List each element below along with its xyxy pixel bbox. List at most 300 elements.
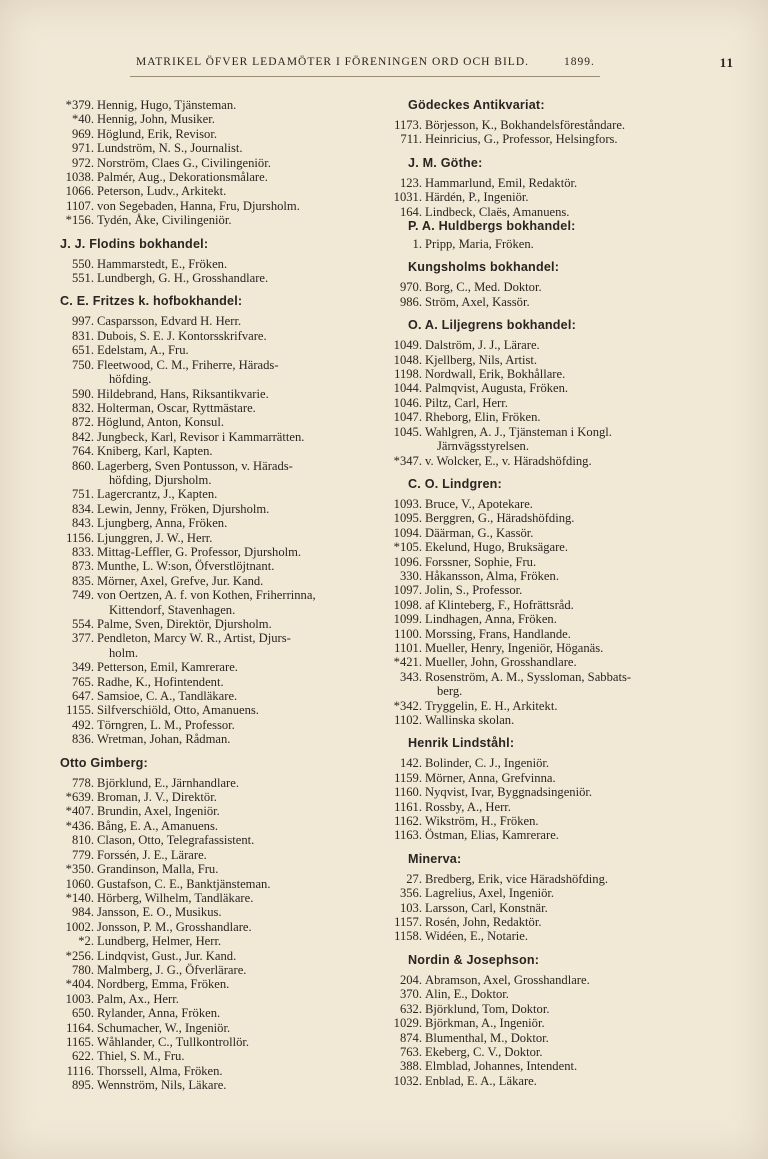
member-name: Brundin, Axel, Ingeniör. bbox=[97, 804, 220, 819]
member-name: Törngren, L. M., Professor. bbox=[97, 717, 235, 732]
member-name: Tydén, Åke, Civilingeniör. bbox=[97, 213, 232, 228]
member-name: Kjellberg, Nils, Artist. bbox=[425, 352, 538, 367]
header-rule bbox=[130, 76, 600, 77]
member-entry bbox=[56, 545, 374, 559]
member-name: Enblad, E. A., Läkare. bbox=[425, 1073, 537, 1088]
member-entry bbox=[56, 271, 374, 285]
member-number: *40. bbox=[71, 112, 94, 127]
member-number: 123. bbox=[399, 175, 422, 190]
member-entry bbox=[384, 569, 714, 583]
member-number: *256. bbox=[65, 948, 94, 963]
member-entry bbox=[56, 963, 374, 977]
right-column bbox=[384, 98, 714, 1088]
member-entry-continuation: berg. bbox=[437, 684, 463, 699]
member-number: 1159. bbox=[394, 770, 422, 785]
member-number: *350. bbox=[65, 862, 94, 877]
member-number: 1163. bbox=[394, 828, 422, 843]
member-entry-continuation: Järnvägsstyrelsen. bbox=[437, 439, 529, 454]
member-entry bbox=[56, 213, 374, 227]
member-entry bbox=[56, 631, 374, 645]
member-entry bbox=[384, 497, 714, 511]
member-name: Fleetwood, C. M., Friherre, Härads- bbox=[97, 357, 279, 372]
member-number: 1003. bbox=[65, 991, 94, 1006]
member-number: 1155. bbox=[66, 703, 94, 718]
member-name: Höglund, Anton, Konsul. bbox=[97, 415, 224, 430]
member-number: 860. bbox=[71, 458, 94, 473]
member-entry bbox=[56, 112, 374, 126]
member-entry bbox=[384, 237, 714, 251]
member-entry bbox=[384, 800, 714, 814]
member-number: 164. bbox=[399, 204, 422, 219]
member-entry bbox=[384, 814, 714, 828]
member-name: Härdén, P., Ingeniör. bbox=[425, 190, 529, 205]
member-name: Lagercrantz, J., Kapten. bbox=[97, 487, 218, 502]
member-name: Hörberg, Wilhelm, Tandläkare. bbox=[97, 890, 254, 905]
member-name: Norström, Claes G., Civilingeniör. bbox=[97, 155, 271, 170]
member-entry bbox=[56, 314, 374, 328]
member-number: *2. bbox=[78, 934, 94, 949]
bookshop-heading: J. M. Göthe: bbox=[408, 155, 483, 170]
member-number: 970. bbox=[399, 280, 422, 295]
member-name: Silfverschiöld, Otto, Amanuens. bbox=[97, 703, 259, 718]
member-entry bbox=[56, 949, 374, 963]
member-number: 1002. bbox=[65, 919, 94, 934]
member-number: 764. bbox=[71, 444, 94, 459]
member-name: Hammarlund, Emil, Redaktör. bbox=[425, 175, 578, 190]
member-entry bbox=[384, 655, 714, 669]
member-name: Höglund, Erik, Revisor. bbox=[97, 126, 217, 141]
member-name: Björklund, Tom, Doktor. bbox=[425, 1001, 550, 1016]
member-name: Mueller, Henry, Ingeniör, Höganäs. bbox=[425, 640, 604, 655]
member-entry bbox=[384, 190, 714, 204]
member-name: Holterman, Oscar, Ryttmästare. bbox=[97, 400, 256, 415]
member-entry bbox=[56, 459, 374, 473]
member-entry bbox=[384, 713, 714, 727]
member-number: 650. bbox=[71, 1006, 94, 1021]
member-number: 1060. bbox=[65, 876, 94, 891]
running-header bbox=[50, 56, 740, 76]
member-entry bbox=[56, 516, 374, 530]
member-number: 1038. bbox=[65, 170, 94, 185]
member-name: Forssner, Sophie, Fru. bbox=[425, 554, 537, 569]
member-number: 1095. bbox=[393, 511, 422, 526]
member-number: 1198. bbox=[394, 367, 422, 382]
bookshop-heading: Otto Gimberg: bbox=[60, 755, 148, 770]
member-entry bbox=[384, 886, 714, 900]
member-entry bbox=[384, 598, 714, 612]
member-number: 1099. bbox=[393, 612, 422, 627]
member-number: 492. bbox=[71, 717, 94, 732]
member-entry bbox=[56, 170, 374, 184]
member-name: Jolin, S., Professor. bbox=[425, 583, 523, 598]
member-number: *156. bbox=[65, 213, 94, 228]
bookshop-heading: P. A. Huldbergs bokhandel: bbox=[408, 219, 576, 234]
member-entry bbox=[56, 891, 374, 905]
member-entry-continuation: höfding, Djursholm. bbox=[109, 472, 212, 487]
member-name: Ljungberg, Anna, Fröken. bbox=[97, 516, 228, 531]
member-number: 103. bbox=[399, 900, 422, 915]
member-entry bbox=[384, 118, 714, 132]
member-name: Morssing, Frans, Handlande. bbox=[425, 626, 571, 641]
member-number: 751. bbox=[71, 487, 94, 502]
member-name: Rosenström, A. M., Syssloman, Sabbats- bbox=[425, 669, 632, 684]
header-title: MATRIKEL ÖFVER LEDAMÖTER I FÖRENINGEN ORD OCH BILD. bbox=[136, 56, 530, 68]
member-entry bbox=[56, 1035, 374, 1049]
member-number: 590. bbox=[71, 386, 94, 401]
member-name: Lagrelius, Axel, Ingeniör. bbox=[425, 886, 555, 901]
member-number: 388. bbox=[399, 1059, 422, 1074]
member-number: 204. bbox=[399, 972, 422, 987]
member-entry bbox=[384, 1045, 714, 1059]
member-entry bbox=[56, 617, 374, 631]
member-number: 984. bbox=[71, 905, 94, 920]
member-number: 835. bbox=[71, 573, 94, 588]
member-number: 843. bbox=[71, 516, 94, 531]
member-name: Rheborg, Elin, Fröken. bbox=[425, 410, 541, 425]
member-name: Palmqvist, Augusta, Fröken. bbox=[425, 381, 569, 396]
member-name: Björkman, A., Ingeniör. bbox=[425, 1016, 545, 1031]
member-entry bbox=[384, 915, 714, 929]
member-number: 842. bbox=[71, 429, 94, 444]
member-number: 1102. bbox=[394, 713, 422, 727]
member-name: Widéen, E., Notarie. bbox=[425, 929, 529, 944]
member-entry bbox=[56, 98, 374, 112]
member-entry bbox=[384, 1059, 714, 1073]
member-entry bbox=[384, 205, 714, 219]
member-entry bbox=[56, 920, 374, 934]
member-name: Forssén, J. E., Lärare. bbox=[97, 847, 207, 862]
member-number: 370. bbox=[399, 987, 422, 1002]
member-name: Pendleton, Marcy W. R., Artist, Djurs- bbox=[97, 631, 291, 646]
member-name: Lundbergh, G. H., Grosshandlare. bbox=[97, 271, 269, 286]
member-name: Broman, J. V., Direktör. bbox=[97, 790, 217, 805]
member-name: Hennig, John, Musiker. bbox=[97, 112, 215, 127]
member-number: 832. bbox=[71, 400, 94, 415]
member-number: 1031. bbox=[393, 190, 422, 205]
member-entry bbox=[56, 718, 374, 732]
member-name: Gustafson, C. E., Banktjänsteman. bbox=[97, 876, 271, 891]
member-name: Lewin, Jenny, Fröken, Djursholm. bbox=[97, 501, 270, 516]
member-number: 1. bbox=[412, 237, 422, 252]
member-number: 1044. bbox=[393, 381, 422, 396]
member-name: Håkansson, Alma, Fröken. bbox=[425, 568, 559, 583]
member-entry bbox=[56, 703, 374, 717]
member-name: Schumacher, W., Ingeniör. bbox=[97, 1020, 231, 1035]
member-number: 1101. bbox=[394, 640, 422, 655]
member-entry bbox=[384, 641, 714, 655]
bookshop-heading: Henrik Lindståhl: bbox=[408, 736, 515, 751]
member-entry bbox=[56, 1021, 374, 1035]
bookshop-heading: Kungsholms bokhandel: bbox=[408, 260, 560, 275]
member-number: 750. bbox=[71, 357, 94, 372]
member-name: Dubois, S. E. J. Kontorsskrifvare. bbox=[97, 328, 267, 343]
member-name: Lundberg, Helmer, Herr. bbox=[97, 934, 222, 949]
member-name: Thorssell, Alma, Fröken. bbox=[97, 1063, 223, 1078]
member-entry bbox=[384, 540, 714, 554]
bookshop-heading: C. O. Lindgren: bbox=[408, 476, 502, 491]
member-number: 622. bbox=[71, 1049, 94, 1064]
member-entry bbox=[56, 732, 374, 746]
member-entry bbox=[384, 410, 714, 424]
member-entry bbox=[56, 574, 374, 588]
member-entry bbox=[56, 444, 374, 458]
member-name: Samsioe, C. A., Tandläkare. bbox=[97, 689, 238, 704]
member-entry bbox=[384, 511, 714, 525]
member-entry bbox=[56, 977, 374, 991]
member-entry bbox=[384, 901, 714, 915]
bookshop-heading: Gödeckes Antikvariat: bbox=[408, 98, 545, 112]
member-name: Heinricius, G., Professor, Helsingfors. bbox=[425, 132, 618, 147]
member-name: Ström, Axel, Kassör. bbox=[425, 294, 530, 309]
member-number: 763. bbox=[399, 1044, 422, 1059]
member-number: 895. bbox=[71, 1078, 94, 1093]
member-name: Bruce, V., Apotekare. bbox=[425, 496, 533, 511]
header-year: 1899. bbox=[564, 56, 595, 68]
member-name: Clason, Otto, Telegrafassistent. bbox=[97, 833, 255, 848]
member-name: Bolinder, C. J., Ingeniör. bbox=[425, 756, 550, 771]
member-name: Kniberg, Karl, Kapten. bbox=[97, 444, 213, 459]
member-name: Ekelund, Hugo, Bruksägare. bbox=[425, 540, 569, 555]
member-number: 1157. bbox=[394, 915, 422, 930]
bookshop-heading: C. E. Fritzes k. hofbokhandel: bbox=[60, 294, 243, 309]
member-name: Mörner, Anna, Grefvinna. bbox=[425, 770, 556, 785]
left-column bbox=[56, 98, 374, 1093]
member-entry bbox=[384, 526, 714, 540]
member-number: 836. bbox=[71, 732, 94, 747]
member-entry bbox=[384, 699, 714, 713]
member-number: 780. bbox=[71, 962, 94, 977]
member-name: Wretman, Johan, Rådman. bbox=[97, 732, 231, 747]
member-entry bbox=[384, 756, 714, 770]
member-name: Wahlgren, A. J., Tjänsteman i Kongl. bbox=[425, 424, 612, 439]
member-entry bbox=[384, 612, 714, 626]
member-number: 551. bbox=[71, 271, 94, 286]
member-name: Palme, Sven, Direktör, Djursholm. bbox=[97, 617, 272, 631]
member-name: Rossby, A., Herr. bbox=[425, 799, 511, 814]
member-entry bbox=[56, 401, 374, 415]
member-number: 1029. bbox=[393, 1016, 422, 1031]
member-number: 1107. bbox=[66, 198, 94, 213]
member-name: Petterson, Emil, Kamrerare. bbox=[97, 660, 238, 675]
member-number: 1162. bbox=[394, 814, 422, 829]
member-entry bbox=[56, 862, 374, 876]
member-name: Borg, C., Med. Doktor. bbox=[425, 280, 542, 295]
member-name: Jungbeck, Karl, Revisor i Kammarrätten. bbox=[97, 429, 305, 444]
member-name: Östman, Elias, Kamrerare. bbox=[425, 828, 559, 843]
member-number: 377. bbox=[71, 631, 94, 646]
member-entry bbox=[384, 1074, 714, 1088]
member-entry bbox=[56, 689, 374, 703]
member-name: Wallinska skolan. bbox=[425, 713, 515, 727]
member-name: Rosén, John, Redaktör. bbox=[425, 915, 542, 930]
member-entry bbox=[384, 1002, 714, 1016]
member-entry bbox=[56, 934, 374, 948]
bookshop-heading: Nordin & Josephson: bbox=[408, 952, 540, 967]
member-number: 1047. bbox=[393, 410, 422, 425]
member-number: 779. bbox=[71, 847, 94, 862]
member-number: 1160. bbox=[394, 785, 422, 800]
member-entry bbox=[56, 1049, 374, 1063]
member-name: Ljunggren, J. W., Herr. bbox=[97, 530, 213, 545]
member-name: Piltz, Carl, Herr. bbox=[425, 395, 508, 410]
member-number: 874. bbox=[399, 1030, 422, 1045]
member-entry bbox=[56, 487, 374, 501]
member-entry bbox=[384, 872, 714, 886]
member-number: 651. bbox=[71, 343, 94, 358]
member-entry bbox=[384, 785, 714, 799]
member-name: Palmér, Aug., Dekorationsmålare. bbox=[97, 170, 268, 185]
member-name: Nordwall, Erik, Bokhållare. bbox=[425, 367, 566, 382]
member-entry bbox=[384, 295, 714, 309]
member-entry bbox=[56, 415, 374, 429]
member-number: 343. bbox=[399, 669, 422, 684]
member-number: 833. bbox=[71, 544, 94, 559]
member-name: Nyqvist, Ivar, Byggnadsingeniör. bbox=[425, 785, 593, 800]
member-entry bbox=[56, 992, 374, 1006]
member-number: 1156. bbox=[66, 530, 94, 545]
member-number: *347. bbox=[393, 453, 422, 468]
member-entry bbox=[384, 396, 714, 410]
member-name: Malmberg, J. G., Öfverlärare. bbox=[97, 962, 247, 977]
member-name: Edelstam, A., Fru. bbox=[97, 343, 189, 358]
member-entry bbox=[56, 156, 374, 170]
member-name: Dalström, J. J., Lärare. bbox=[425, 338, 540, 353]
member-number: 971. bbox=[71, 141, 94, 156]
member-number: *407. bbox=[65, 804, 94, 819]
member-entry bbox=[384, 583, 714, 597]
member-entry bbox=[56, 141, 374, 155]
member-name: Grandinson, Malla, Fru. bbox=[97, 862, 219, 877]
member-name: Radhe, K., Hofintendent. bbox=[97, 674, 224, 689]
member-name: Thiel, S. M., Fru. bbox=[97, 1049, 185, 1064]
member-name: Berggren, G., Häradshöfding. bbox=[425, 511, 575, 526]
member-number: *379. bbox=[65, 98, 94, 112]
member-number: 1093. bbox=[393, 496, 422, 511]
member-name: Rylander, Anna, Fröken. bbox=[97, 1006, 221, 1021]
member-entry-continuation: höfding. bbox=[109, 372, 152, 387]
member-number: 1173. bbox=[394, 118, 422, 132]
member-entry bbox=[56, 184, 374, 198]
bookshop-heading: O. A. Liljegrens bokhandel: bbox=[408, 318, 576, 333]
member-name: von Segebaden, Hanna, Fru, Djursholm. bbox=[97, 198, 300, 213]
member-number: 711. bbox=[400, 132, 422, 147]
member-number: 1165. bbox=[66, 1034, 94, 1049]
member-name: Blumenthal, M., Doktor. bbox=[425, 1030, 549, 1045]
member-number: 27. bbox=[406, 871, 422, 886]
member-name: Wikström, H., Fröken. bbox=[425, 814, 539, 829]
member-number: 1045. bbox=[393, 424, 422, 439]
member-name: Mörner, Axel, Grefve, Jur. Kand. bbox=[97, 573, 264, 588]
member-name: Hammarstedt, E., Fröken. bbox=[97, 256, 228, 271]
member-name: Lundström, N. S., Journalist. bbox=[97, 141, 243, 156]
member-entry bbox=[56, 127, 374, 141]
member-number: 330. bbox=[399, 568, 422, 583]
member-entry bbox=[56, 502, 374, 516]
member-entry bbox=[56, 1064, 374, 1078]
member-number: 356. bbox=[399, 886, 422, 901]
member-number: *342. bbox=[393, 698, 422, 713]
member-entry-continuation: holm. bbox=[109, 645, 139, 660]
member-name: v. Wolcker, E., v. Häradshöfding. bbox=[425, 453, 592, 468]
member-number: *436. bbox=[65, 818, 94, 833]
member-number: 1048. bbox=[393, 352, 422, 367]
member-entry bbox=[384, 627, 714, 641]
member-number: 1116. bbox=[66, 1063, 94, 1078]
member-number: 1100. bbox=[394, 626, 422, 641]
member-entry bbox=[56, 358, 374, 372]
member-entry bbox=[384, 176, 714, 190]
member-entry bbox=[56, 675, 374, 689]
member-name: Wåhlander, C., Tullkontrollör. bbox=[97, 1034, 250, 1049]
member-number: 873. bbox=[71, 559, 94, 574]
member-entry bbox=[56, 199, 374, 213]
member-number: 1097. bbox=[393, 583, 422, 598]
member-number: 778. bbox=[71, 775, 94, 790]
member-name: Tryggelin, E. H., Arkitekt. bbox=[425, 698, 558, 713]
member-name: Ekeberg, C. V., Doktor. bbox=[425, 1044, 543, 1059]
member-entry bbox=[384, 381, 714, 395]
member-number: 1158. bbox=[394, 929, 422, 944]
member-name: Bång, E. A., Amanuens. bbox=[97, 818, 219, 833]
member-entry bbox=[384, 1031, 714, 1045]
member-number: 1161. bbox=[394, 799, 422, 814]
member-number: 1032. bbox=[393, 1073, 422, 1088]
member-number: 550. bbox=[71, 256, 94, 271]
member-entry bbox=[384, 353, 714, 367]
member-number: *140. bbox=[65, 890, 94, 905]
member-entry bbox=[56, 905, 374, 919]
member-name: Wennström, Nils, Läkare. bbox=[97, 1078, 227, 1093]
member-number: 632. bbox=[399, 1001, 422, 1016]
member-name: Nordberg, Emma, Fröken. bbox=[97, 977, 230, 992]
member-name: Börjesson, K., Bokhandelsföreståndare. bbox=[425, 118, 626, 132]
member-number: 1164. bbox=[66, 1020, 94, 1035]
member-entry bbox=[56, 1006, 374, 1020]
member-number: 1096. bbox=[393, 554, 422, 569]
member-name: Pripp, Maria, Fröken. bbox=[425, 237, 534, 252]
member-entry bbox=[384, 973, 714, 987]
member-name: Björklund, E., Järnhandlare. bbox=[97, 775, 239, 790]
member-name: af Klinteberg, F., Hofrättsråd. bbox=[425, 597, 574, 612]
member-number: *404. bbox=[65, 977, 94, 992]
member-name: Larsson, Carl, Konstnär. bbox=[425, 900, 548, 915]
member-entry bbox=[384, 771, 714, 785]
member-number: 831. bbox=[71, 328, 94, 343]
member-name: Munthe, L. W:son, Öfverstlöjtnant. bbox=[97, 559, 275, 574]
member-entry bbox=[384, 132, 714, 146]
member-entry bbox=[384, 425, 714, 439]
member-number: 834. bbox=[71, 501, 94, 516]
member-name: Mittag-Leffler, G. Professor, Djursholm. bbox=[97, 544, 302, 559]
member-entry bbox=[56, 877, 374, 891]
member-name: Casparsson, Edvard H. Herr. bbox=[97, 314, 242, 329]
member-entry bbox=[384, 1016, 714, 1030]
member-entry bbox=[56, 776, 374, 790]
member-entry bbox=[56, 804, 374, 818]
member-number: 647. bbox=[71, 689, 94, 704]
member-name: Palm, Ax., Herr. bbox=[97, 991, 179, 1006]
member-name: Mueller, John, Grosshandlare. bbox=[425, 655, 577, 670]
member-entry bbox=[56, 588, 374, 602]
member-number: *421. bbox=[393, 655, 422, 670]
member-number: *639. bbox=[65, 790, 94, 805]
bookshop-heading: Minerva: bbox=[408, 851, 462, 866]
member-entry bbox=[56, 387, 374, 401]
member-entry bbox=[384, 280, 714, 294]
member-entry bbox=[384, 670, 714, 684]
member-name: Elmblad, Johannes, Intendent. bbox=[425, 1059, 578, 1074]
member-name: Alin, E., Doktor. bbox=[425, 987, 509, 1002]
